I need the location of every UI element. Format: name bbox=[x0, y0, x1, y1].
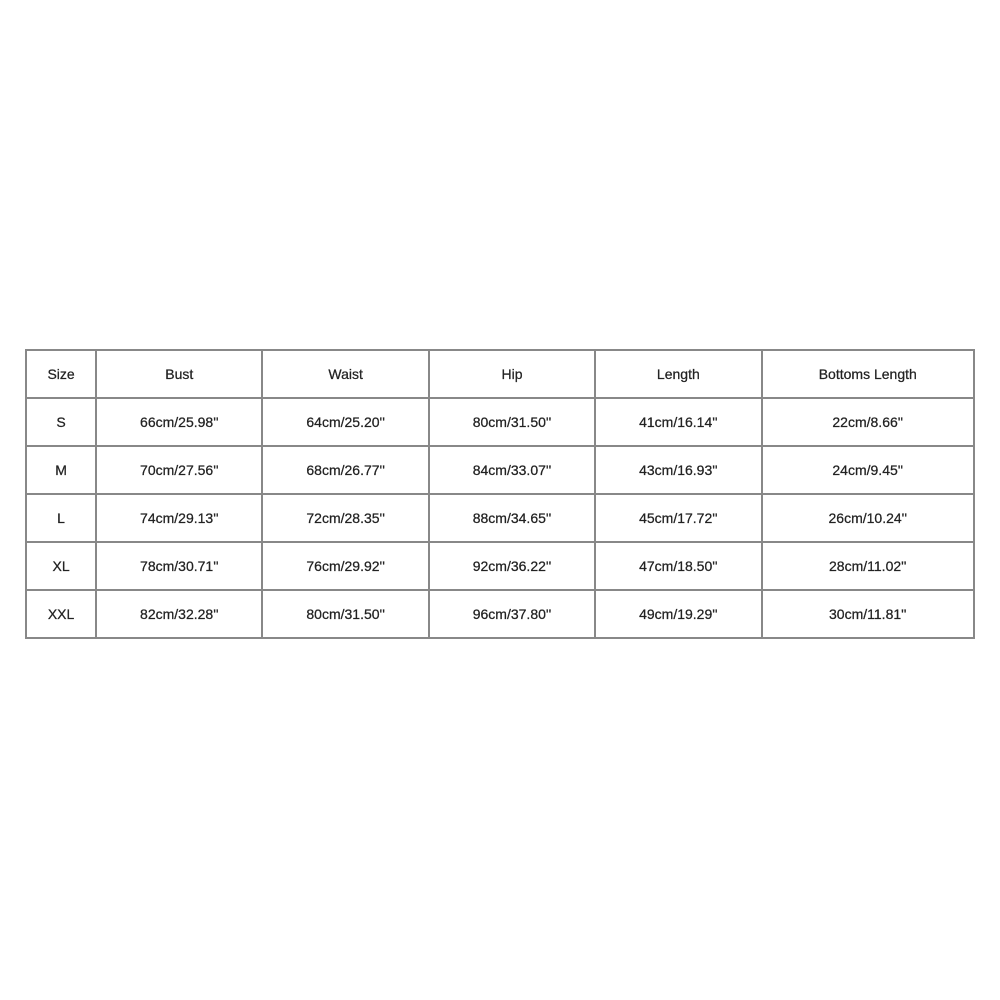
cell-bust: 78cm/30.71'' bbox=[96, 542, 262, 590]
cell-length: 41cm/16.14'' bbox=[595, 398, 761, 446]
table-row bbox=[26, 590, 974, 638]
header-hip: Hip bbox=[429, 350, 595, 398]
header-bottoms-length: Bottoms Length bbox=[762, 350, 974, 398]
cell-size: XXL bbox=[26, 590, 96, 638]
cell-bottoms-length: 28cm/11.02'' bbox=[762, 542, 974, 590]
cell-size: S bbox=[26, 398, 96, 446]
cell-hip: 80cm/31.50'' bbox=[429, 398, 595, 446]
table-row bbox=[26, 398, 974, 446]
table-row bbox=[26, 446, 974, 494]
cell-length: 49cm/19.29'' bbox=[595, 590, 761, 638]
cell-bottoms-length: 26cm/10.24'' bbox=[762, 494, 974, 542]
cell-length: 43cm/16.93'' bbox=[595, 446, 761, 494]
cell-length: 45cm/17.72'' bbox=[595, 494, 761, 542]
cell-hip: 88cm/34.65'' bbox=[429, 494, 595, 542]
table-row bbox=[26, 494, 974, 542]
cell-size: M bbox=[26, 446, 96, 494]
cell-waist: 64cm/25.20'' bbox=[262, 398, 428, 446]
header-waist: Waist bbox=[262, 350, 428, 398]
size-chart-table bbox=[25, 349, 975, 639]
cell-hip: 92cm/36.22'' bbox=[429, 542, 595, 590]
cell-bottoms-length: 24cm/9.45'' bbox=[762, 446, 974, 494]
cell-waist: 76cm/29.92'' bbox=[262, 542, 428, 590]
cell-bottoms-length: 22cm/8.66'' bbox=[762, 398, 974, 446]
cell-waist: 72cm/28.35'' bbox=[262, 494, 428, 542]
cell-length: 47cm/18.50'' bbox=[595, 542, 761, 590]
cell-bottoms-length: 30cm/11.81'' bbox=[762, 590, 974, 638]
cell-size: XL bbox=[26, 542, 96, 590]
cell-hip: 84cm/33.07'' bbox=[429, 446, 595, 494]
cell-waist: 68cm/26.77'' bbox=[262, 446, 428, 494]
cell-waist: 80cm/31.50'' bbox=[262, 590, 428, 638]
cell-size: L bbox=[26, 494, 96, 542]
cell-bust: 74cm/29.13'' bbox=[96, 494, 262, 542]
cell-bust: 82cm/32.28'' bbox=[96, 590, 262, 638]
header-row bbox=[26, 350, 974, 398]
header-size: Size bbox=[26, 350, 96, 398]
header-bust: Bust bbox=[96, 350, 262, 398]
cell-bust: 70cm/27.56'' bbox=[96, 446, 262, 494]
cell-hip: 96cm/37.80'' bbox=[429, 590, 595, 638]
cell-bust: 66cm/25.98'' bbox=[96, 398, 262, 446]
header-length: Length bbox=[595, 350, 761, 398]
table-row bbox=[26, 542, 974, 590]
